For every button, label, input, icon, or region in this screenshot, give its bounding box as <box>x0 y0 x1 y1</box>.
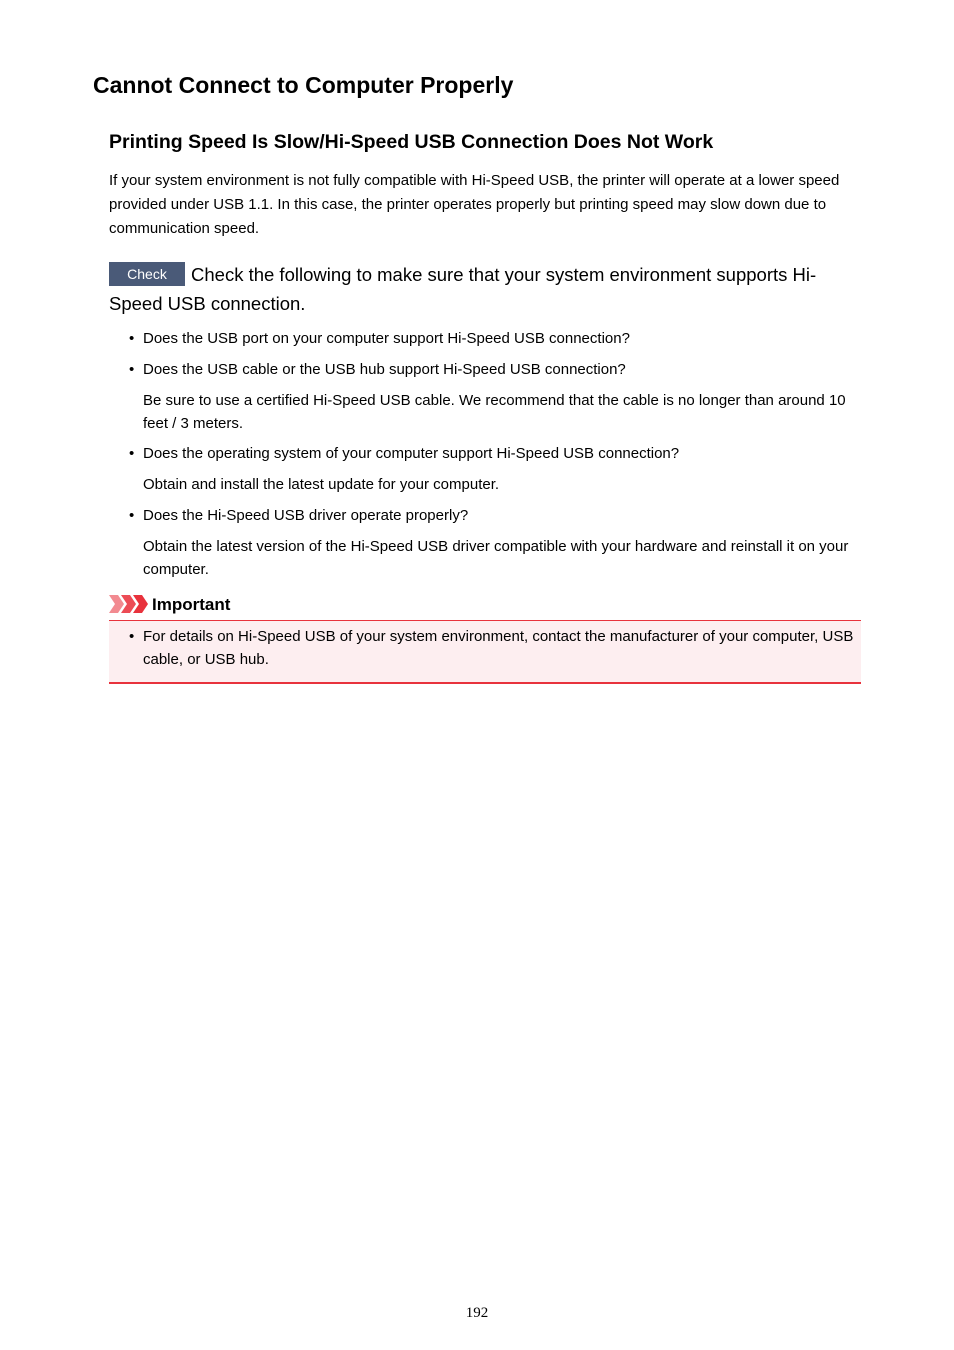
important-item <box>109 625 854 671</box>
important-text: For details on Hi-Speed USB of your system environment, contact the manufacturer of your computer, USB cable, or USB hub. <box>143 628 854 668</box>
list-item-note: Be sure to use a certified Hi-Speed USB cable. We recommend that the cable is no longer than around 10 feet / 3 meters. <box>143 392 846 432</box>
bullet-icon: • <box>129 330 135 347</box>
question-text: Does the USB port on your computer support Hi-Speed USB connection? <box>143 330 630 347</box>
question-text: Does the USB cable or the USB hub support Hi-Speed USB connection? <box>143 361 626 378</box>
list-item-note: Obtain and install the latest update for your computer. <box>143 476 500 493</box>
list-item <box>109 358 854 435</box>
list-item-note: Obtain the latest version of the Hi-Speed USB driver compatible with your hardware and reinstall it on your computer. <box>143 538 849 578</box>
important-chevrons-icon <box>109 595 149 613</box>
check-block <box>109 260 854 318</box>
list-item-question <box>109 327 854 350</box>
section-title: Printing Speed Is Slow/Hi-Speed USB Connection Does Not Work <box>109 131 714 153</box>
list-item-question <box>109 358 854 381</box>
page-title: Cannot Connect to Computer Properly <box>93 72 514 98</box>
list-item <box>109 442 854 496</box>
question-text: Does the operating system of your computer support Hi-Speed USB connection? <box>143 445 680 462</box>
bullet-icon: • <box>129 507 135 524</box>
list-item <box>109 504 854 581</box>
check-text: Check the following to make sure that your system environment supports Hi-Speed USB connection. <box>109 264 817 314</box>
intro-paragraph: If your system environment is not fully compatible with Hi-Speed USB, the printer will operate at a lower speed provided under USB 1.1. In this case, the printer operates properly but printing speed may slow down due to communication speed. <box>109 172 840 237</box>
important-box <box>109 620 861 684</box>
question-text: Does the Hi-Speed USB driver operate properly? <box>143 507 469 524</box>
page-number: 192 <box>465 1305 489 1321</box>
bullet-icon: • <box>129 361 135 378</box>
important-label: Important <box>152 595 231 614</box>
important-header <box>109 592 861 618</box>
list-item-question <box>109 442 854 465</box>
bullet-icon: • <box>129 445 135 462</box>
list-item <box>109 327 854 350</box>
list-item-question <box>109 504 854 527</box>
bullet-icon: • <box>129 628 135 645</box>
check-badge: Check <box>109 262 185 286</box>
